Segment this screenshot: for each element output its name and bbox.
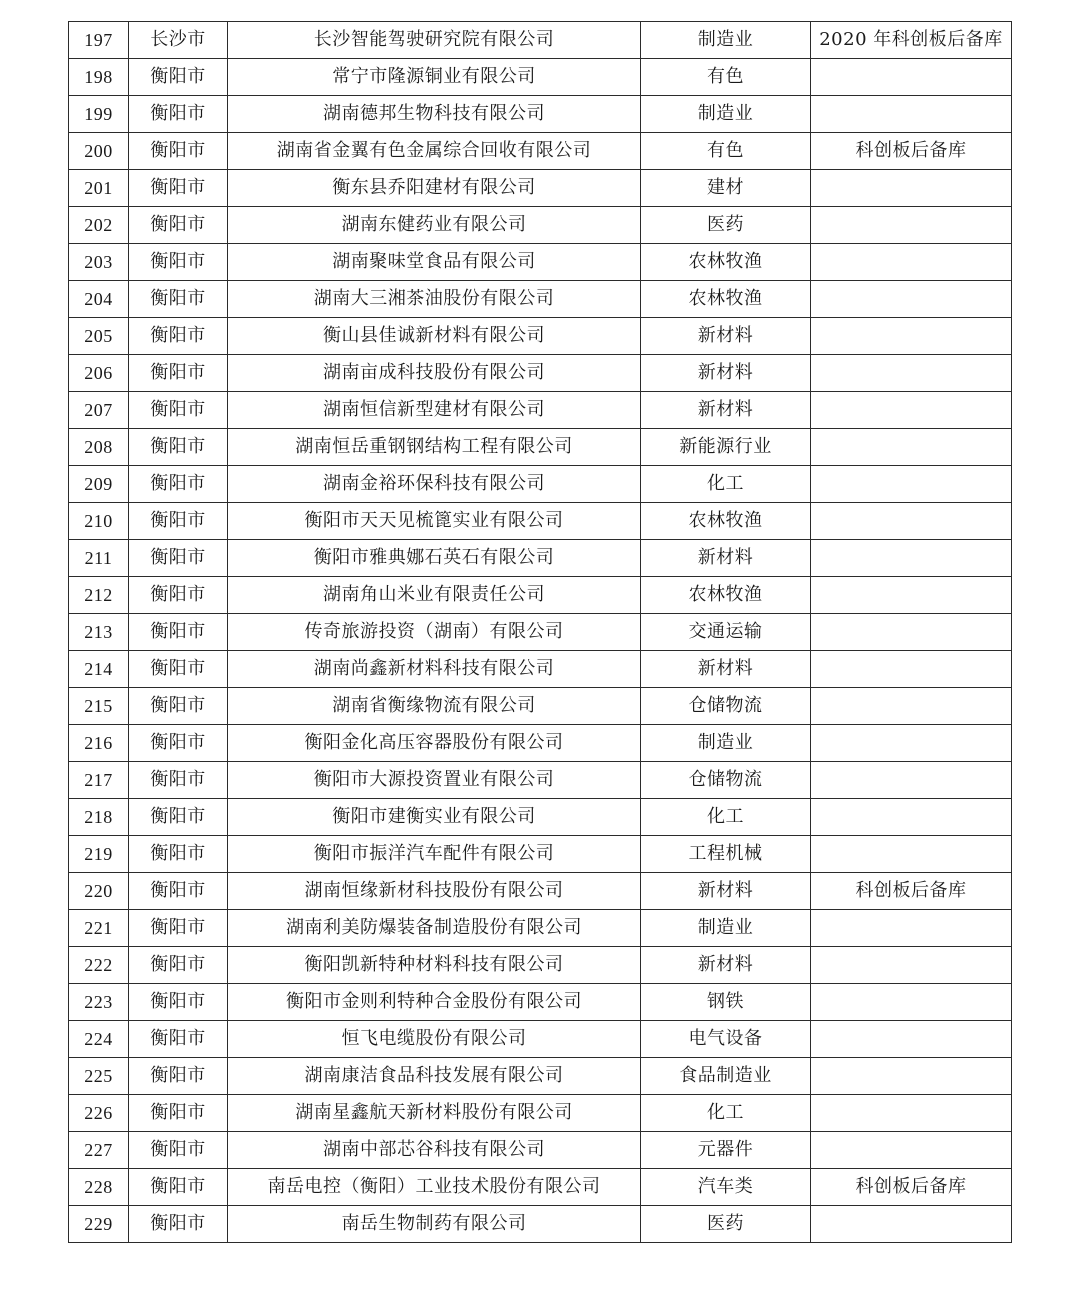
city-cell: 衡阳市 [129, 170, 228, 207]
city-cell: 衡阳市 [129, 392, 228, 429]
row-number-cell: 227 [69, 1132, 129, 1169]
row-number-cell: 222 [69, 947, 129, 984]
row-number-cell: 209 [69, 466, 129, 503]
row-number-cell: 202 [69, 207, 129, 244]
table-row [69, 466, 1012, 503]
company-name-cell: 衡阳凯新特种材料科技有限公司 [228, 947, 641, 984]
table-row [69, 22, 1012, 59]
note-cell [811, 96, 1012, 133]
city-cell: 衡阳市 [129, 281, 228, 318]
industry-cell: 有色 [641, 59, 811, 96]
table-row [69, 1132, 1012, 1169]
note-cell [811, 392, 1012, 429]
company-name-cell: 湖南省金翼有色金属综合回收有限公司 [228, 133, 641, 170]
note-cell [811, 1095, 1012, 1132]
industry-cell: 制造业 [641, 725, 811, 762]
city-cell: 长沙市 [129, 22, 228, 59]
industry-cell: 新材料 [641, 392, 811, 429]
industry-cell: 制造业 [641, 22, 811, 59]
industry-cell: 医药 [641, 207, 811, 244]
table-row [69, 799, 1012, 836]
industry-cell: 新材料 [641, 355, 811, 392]
row-number-cell: 224 [69, 1021, 129, 1058]
row-number-cell: 223 [69, 984, 129, 1021]
note-cell [811, 1206, 1012, 1243]
table-row [69, 651, 1012, 688]
company-name-cell: 常宁市隆源铜业有限公司 [228, 59, 641, 96]
industry-cell: 食品制造业 [641, 1058, 811, 1095]
row-number-cell: 226 [69, 1095, 129, 1132]
industry-cell: 仓储物流 [641, 688, 811, 725]
table-row [69, 96, 1012, 133]
industry-cell: 农林牧渔 [641, 577, 811, 614]
note-cell [811, 318, 1012, 355]
table-row [69, 244, 1012, 281]
note-cell [811, 59, 1012, 96]
note-cell [811, 503, 1012, 540]
table-row [69, 577, 1012, 614]
company-name-cell: 湖南星鑫航天新材料股份有限公司 [228, 1095, 641, 1132]
table-row [69, 762, 1012, 799]
city-cell: 衡阳市 [129, 947, 228, 984]
note-cell [811, 540, 1012, 577]
city-cell: 衡阳市 [129, 96, 228, 133]
note-cell [811, 207, 1012, 244]
row-number-cell: 204 [69, 281, 129, 318]
city-cell: 衡阳市 [129, 244, 228, 281]
company-name-cell: 湖南德邦生物科技有限公司 [228, 96, 641, 133]
company-name-cell: 衡阳市金则利特种合金股份有限公司 [228, 984, 641, 1021]
company-name-cell: 传奇旅游投资（湖南）有限公司 [228, 614, 641, 651]
note-cell [811, 577, 1012, 614]
company-name-cell: 湖南亩成科技股份有限公司 [228, 355, 641, 392]
table-row [69, 1021, 1012, 1058]
note-cell: 科创板后备库 [811, 1169, 1012, 1206]
row-number-cell: 199 [69, 96, 129, 133]
table-row [69, 984, 1012, 1021]
row-number-cell: 203 [69, 244, 129, 281]
company-name-cell: 湖南康洁食品科技发展有限公司 [228, 1058, 641, 1095]
table-row [69, 503, 1012, 540]
note-cell: 2020 年科创板后备库 [811, 22, 1012, 59]
city-cell: 衡阳市 [129, 429, 228, 466]
industry-cell: 建材 [641, 170, 811, 207]
industry-cell: 新材料 [641, 947, 811, 984]
company-name-cell: 恒飞电缆股份有限公司 [228, 1021, 641, 1058]
note-cell [811, 984, 1012, 1021]
note-cell: 科创板后备库 [811, 873, 1012, 910]
row-number-cell: 198 [69, 59, 129, 96]
industry-cell: 医药 [641, 1206, 811, 1243]
note-cell [811, 910, 1012, 947]
table-row [69, 873, 1012, 910]
industry-cell: 工程机械 [641, 836, 811, 873]
table-row [69, 725, 1012, 762]
row-number-cell: 210 [69, 503, 129, 540]
industry-cell: 新材料 [641, 540, 811, 577]
table-row [69, 281, 1012, 318]
row-number-cell: 219 [69, 836, 129, 873]
table-row [69, 59, 1012, 96]
table-row [69, 318, 1012, 355]
table-row [69, 429, 1012, 466]
row-number-cell: 221 [69, 910, 129, 947]
city-cell: 衡阳市 [129, 59, 228, 96]
city-cell: 衡阳市 [129, 318, 228, 355]
company-name-cell: 南岳生物制药有限公司 [228, 1206, 641, 1243]
note-cell [811, 429, 1012, 466]
table-row [69, 170, 1012, 207]
note-cell [811, 799, 1012, 836]
note-cell [811, 355, 1012, 392]
note-cell [811, 170, 1012, 207]
city-cell: 衡阳市 [129, 1021, 228, 1058]
note-cell [811, 688, 1012, 725]
company-list-table [68, 21, 1012, 1243]
table-row [69, 947, 1012, 984]
city-cell: 衡阳市 [129, 873, 228, 910]
industry-cell: 制造业 [641, 96, 811, 133]
city-cell: 衡阳市 [129, 1132, 228, 1169]
company-name-cell: 湖南中部芯谷科技有限公司 [228, 1132, 641, 1169]
city-cell: 衡阳市 [129, 910, 228, 947]
city-cell: 衡阳市 [129, 688, 228, 725]
company-name-cell: 衡阳市振洋汽车配件有限公司 [228, 836, 641, 873]
company-name-cell: 湖南尚鑫新材料科技有限公司 [228, 651, 641, 688]
industry-cell: 有色 [641, 133, 811, 170]
table-row [69, 1058, 1012, 1095]
note-cell: 科创板后备库 [811, 133, 1012, 170]
row-number-cell: 201 [69, 170, 129, 207]
row-number-cell: 205 [69, 318, 129, 355]
table-row [69, 207, 1012, 244]
note-cell [811, 281, 1012, 318]
table-row [69, 1169, 1012, 1206]
company-name-cell: 南岳电控（衡阳）工业技术股份有限公司 [228, 1169, 641, 1206]
table-row [69, 355, 1012, 392]
industry-cell: 钢铁 [641, 984, 811, 1021]
company-name-cell: 湖南金裕环保科技有限公司 [228, 466, 641, 503]
industry-cell: 农林牧渔 [641, 244, 811, 281]
company-name-cell: 衡阳市天天见梳篦实业有限公司 [228, 503, 641, 540]
note-cell [811, 762, 1012, 799]
city-cell: 衡阳市 [129, 466, 228, 503]
note-cell [811, 947, 1012, 984]
table-row [69, 1095, 1012, 1132]
note-cell [811, 1058, 1012, 1095]
company-name-cell: 湖南恒岳重钢钢结构工程有限公司 [228, 429, 641, 466]
row-number-cell: 229 [69, 1206, 129, 1243]
company-name-cell: 湖南东健药业有限公司 [228, 207, 641, 244]
note-cell [811, 725, 1012, 762]
city-cell: 衡阳市 [129, 540, 228, 577]
row-number-cell: 200 [69, 133, 129, 170]
row-number-cell: 216 [69, 725, 129, 762]
city-cell: 衡阳市 [129, 577, 228, 614]
city-cell: 衡阳市 [129, 1058, 228, 1095]
note-cell [811, 1132, 1012, 1169]
industry-cell: 新能源行业 [641, 429, 811, 466]
row-number-cell: 208 [69, 429, 129, 466]
city-cell: 衡阳市 [129, 836, 228, 873]
industry-cell: 汽车类 [641, 1169, 811, 1206]
table-row [69, 836, 1012, 873]
city-cell: 衡阳市 [129, 651, 228, 688]
company-name-cell: 衡阳金化高压容器股份有限公司 [228, 725, 641, 762]
note-cell [811, 836, 1012, 873]
row-number-cell: 207 [69, 392, 129, 429]
industry-cell: 化工 [641, 799, 811, 836]
city-cell: 衡阳市 [129, 503, 228, 540]
company-name-cell: 湖南利美防爆装备制造股份有限公司 [228, 910, 641, 947]
note-cell [811, 244, 1012, 281]
industry-cell: 农林牧渔 [641, 503, 811, 540]
note-cell [811, 1021, 1012, 1058]
company-name-cell: 湖南恒缘新材科技股份有限公司 [228, 873, 641, 910]
city-cell: 衡阳市 [129, 207, 228, 244]
row-number-cell: 220 [69, 873, 129, 910]
industry-cell: 化工 [641, 1095, 811, 1132]
table-row [69, 540, 1012, 577]
note-cell [811, 466, 1012, 503]
industry-cell: 制造业 [641, 910, 811, 947]
industry-cell: 交通运输 [641, 614, 811, 651]
city-cell: 衡阳市 [129, 762, 228, 799]
city-cell: 衡阳市 [129, 799, 228, 836]
industry-cell: 新材料 [641, 651, 811, 688]
company-name-cell: 衡东县乔阳建材有限公司 [228, 170, 641, 207]
table-row [69, 392, 1012, 429]
company-name-cell: 衡阳市建衡实业有限公司 [228, 799, 641, 836]
city-cell: 衡阳市 [129, 133, 228, 170]
company-name-cell: 湖南大三湘茶油股份有限公司 [228, 281, 641, 318]
table-row [69, 688, 1012, 725]
city-cell: 衡阳市 [129, 1095, 228, 1132]
row-number-cell: 214 [69, 651, 129, 688]
table-body [69, 22, 1012, 1243]
row-number-cell: 225 [69, 1058, 129, 1095]
industry-cell: 化工 [641, 466, 811, 503]
row-number-cell: 228 [69, 1169, 129, 1206]
row-number-cell: 213 [69, 614, 129, 651]
industry-cell: 元器件 [641, 1132, 811, 1169]
company-name-cell: 湖南聚味堂食品有限公司 [228, 244, 641, 281]
table-row [69, 614, 1012, 651]
row-number-cell: 215 [69, 688, 129, 725]
company-name-cell: 衡阳市大源投资置业有限公司 [228, 762, 641, 799]
company-name-cell: 衡阳市雅典娜石英石有限公司 [228, 540, 641, 577]
industry-cell: 新材料 [641, 318, 811, 355]
city-cell: 衡阳市 [129, 355, 228, 392]
row-number-cell: 212 [69, 577, 129, 614]
row-number-cell: 217 [69, 762, 129, 799]
row-number-cell: 211 [69, 540, 129, 577]
industry-cell: 仓储物流 [641, 762, 811, 799]
row-number-cell: 206 [69, 355, 129, 392]
company-name-cell: 湖南省衡缘物流有限公司 [228, 688, 641, 725]
note-cell [811, 614, 1012, 651]
industry-cell: 电气设备 [641, 1021, 811, 1058]
table-row [69, 133, 1012, 170]
city-cell: 衡阳市 [129, 725, 228, 762]
table-row [69, 1206, 1012, 1243]
city-cell: 衡阳市 [129, 1206, 228, 1243]
industry-cell: 农林牧渔 [641, 281, 811, 318]
table-row [69, 910, 1012, 947]
company-name-cell: 湖南角山米业有限责任公司 [228, 577, 641, 614]
company-name-cell: 湖南恒信新型建材有限公司 [228, 392, 641, 429]
city-cell: 衡阳市 [129, 1169, 228, 1206]
note-cell [811, 651, 1012, 688]
company-name-cell: 长沙智能驾驶研究院有限公司 [228, 22, 641, 59]
company-name-cell: 衡山县佳诚新材料有限公司 [228, 318, 641, 355]
row-number-cell: 218 [69, 799, 129, 836]
industry-cell: 新材料 [641, 873, 811, 910]
row-number-cell: 197 [69, 22, 129, 59]
city-cell: 衡阳市 [129, 984, 228, 1021]
city-cell: 衡阳市 [129, 614, 228, 651]
